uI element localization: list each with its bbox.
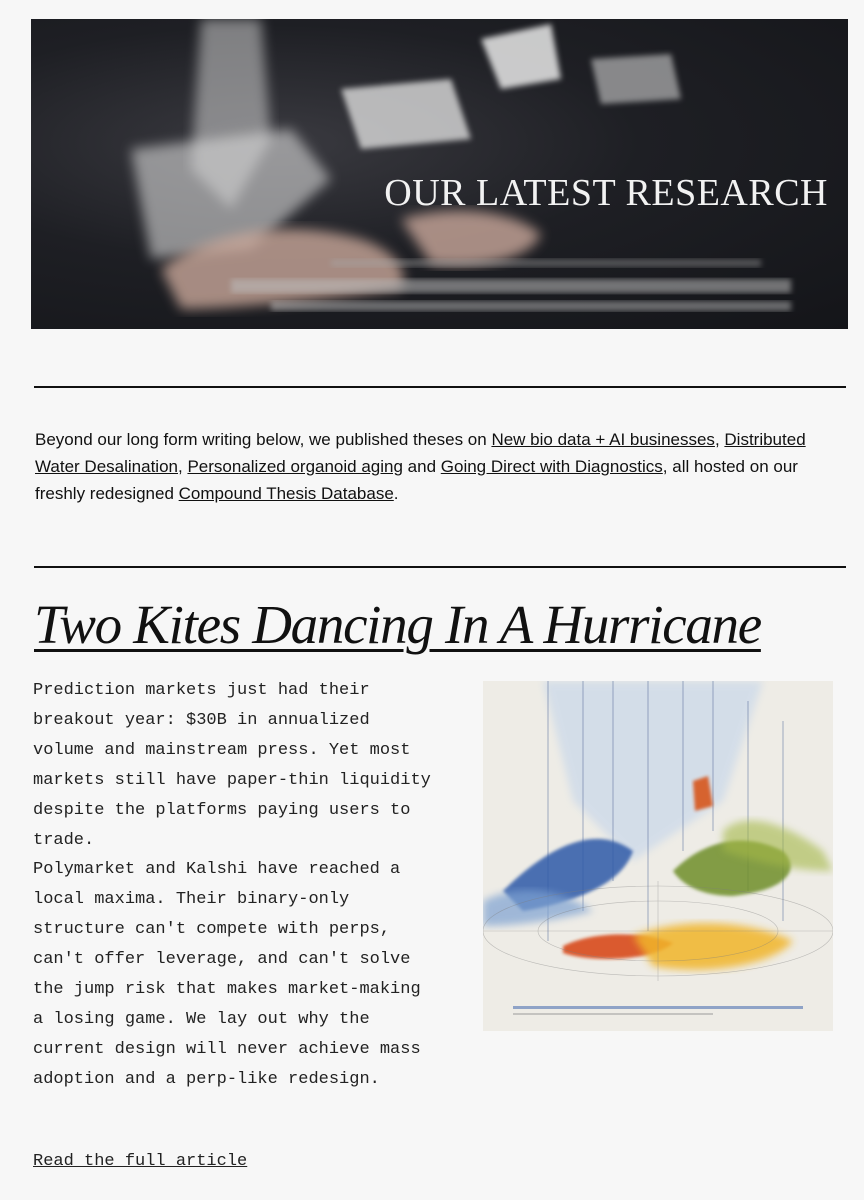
article-paragraph-1: Prediction markets just had their breakout year: $30B in annualized volume and mainstream press. Yet most markets still have paper-thin liquidity despite the platforms paying users to trade. — [33, 681, 431, 850]
divider-bottom — [34, 566, 846, 568]
abstract-market-chart-illustration — [483, 681, 833, 1031]
link-water-desalination[interactable]: Distributed Water Desalination — [35, 430, 806, 476]
intro-text: and — [402, 457, 441, 476]
intro-text: , — [178, 457, 188, 476]
intro-paragraph — [35, 426, 835, 507]
link-diagnostics[interactable]: Going Direct with Diagnostics — [440, 457, 663, 476]
intro-text: . — [393, 484, 399, 503]
link-bio-data-ai[interactable]: New bio data + AI businesses — [491, 430, 715, 449]
hero-title: OUR LATEST RESEARCH — [384, 172, 828, 214]
read-full-article-link[interactable]: Read the full article — [33, 1152, 248, 1171]
intro-text: Beyond our long form writing below, we published theses on — [35, 430, 492, 449]
article-summary — [33, 676, 433, 1095]
article-image[interactable] — [483, 681, 833, 1031]
divider-top — [34, 386, 846, 388]
intro-text: , — [714, 430, 725, 449]
hero-banner — [31, 19, 848, 329]
article-paragraph-2: Polymarket and Kalshi have reached a local maxima. Their binary-only structure can't compete with perps, can't offer leverage, and can't solve the jump risk that makes market-making a losing game. We lay out why the current design will never achieve mass adoption and a perp-like redesign. — [33, 860, 421, 1089]
intro-text: , all hosted on our freshly redesigned — [35, 457, 798, 503]
link-organoid-aging[interactable]: Personalized organoid aging — [187, 457, 403, 476]
link-thesis-database[interactable]: Compound Thesis Database — [178, 484, 394, 503]
article-title-link[interactable]: Two Kites Dancing In A Hurricane — [34, 594, 761, 655]
